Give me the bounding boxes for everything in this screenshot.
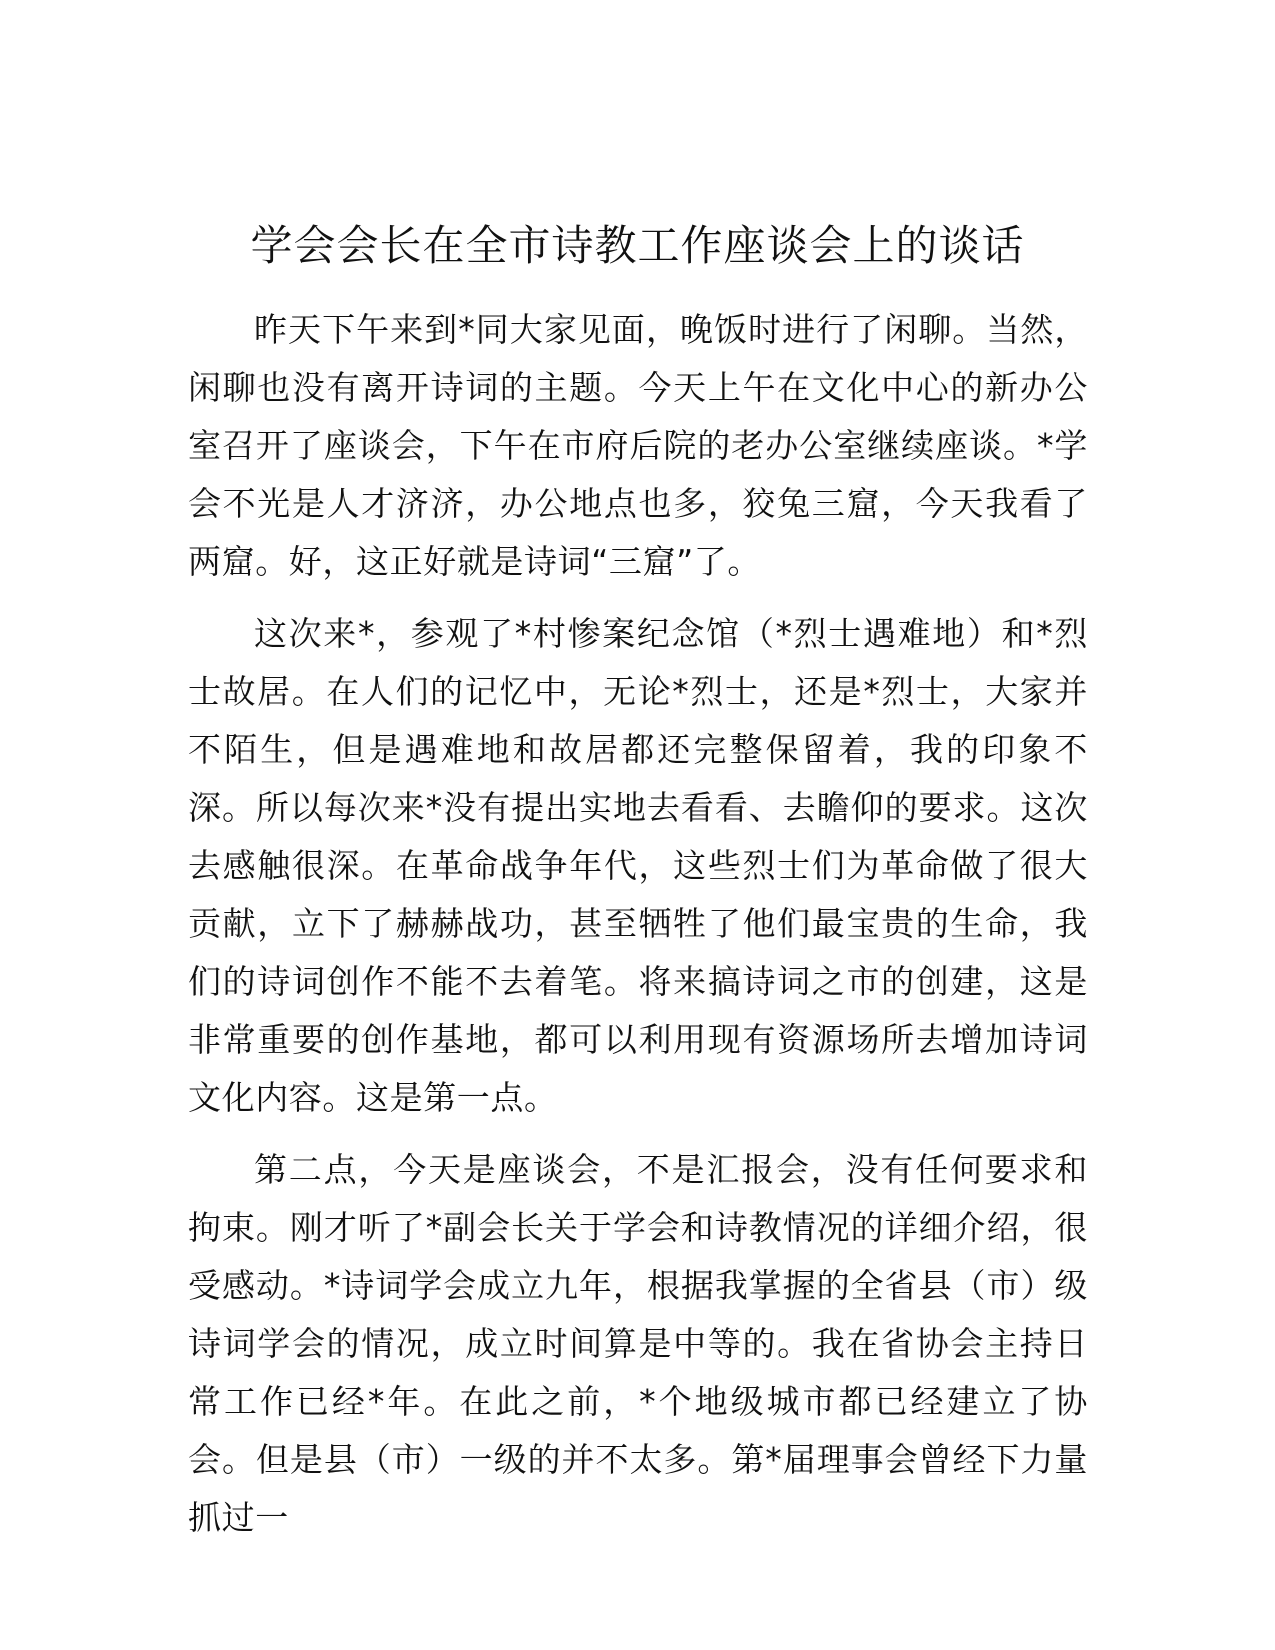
- document-title: 学会会长在全市诗教工作座谈会上的谈话: [250, 221, 1025, 270]
- paragraph: 昨天下午来到*同大家见面，晚饭时进行了闲聊。当然，闲聊也没有离开诗词的主题。今天上午在文化中心的新办公室召开了座谈会，下午在市府后院的老办公室继续座谈。*学会不光是人才济济，办公地点也多，狡兔三窟，今天我看了两窟。好，这正好就是诗词“三窟”了。: [188, 310, 1088, 581]
- paragraph: 这次来*，参观了*村惨案纪念馆（*烈士遇难地）和*烈士故居。在人们的记忆中，无论*烈士，还是*烈士，大家并不陌生，但是遇难地和故居都还完整保留着，我的印象不深。所以每次来*没有提出实地去看看、去瞻仰的要求。这次去感触很深。在革命战争年代，这些烈士们为革命做了很大贡献，立下了赫赫战功，甚至牺牲了他们最宝贵的生命，我们的诗词创作不能不去着笔。将来搞诗词之市的创建，这是非常重要的创作基地，都可以利用现有资源场所去增加诗词文化内容。这是第一点。: [188, 614, 1088, 1117]
- paragraph: 第二点，今天是座谈会，不是汇报会，没有任何要求和拘束。刚才听了*副会长关于学会和诗教情况的详细介绍，很受感动。*诗词学会成立九年，根据我掌握的全省县（市）级诗词学会的情况，成立时间算是中等的。我在省协会主持日常工作已经*年。在此之前，*个地级城市都已经建立了协会。但是县（市）一级的并不太多。第*届理事会曾经下力量抓过一: [188, 1150, 1088, 1537]
- document-body: [188, 301, 1088, 1563]
